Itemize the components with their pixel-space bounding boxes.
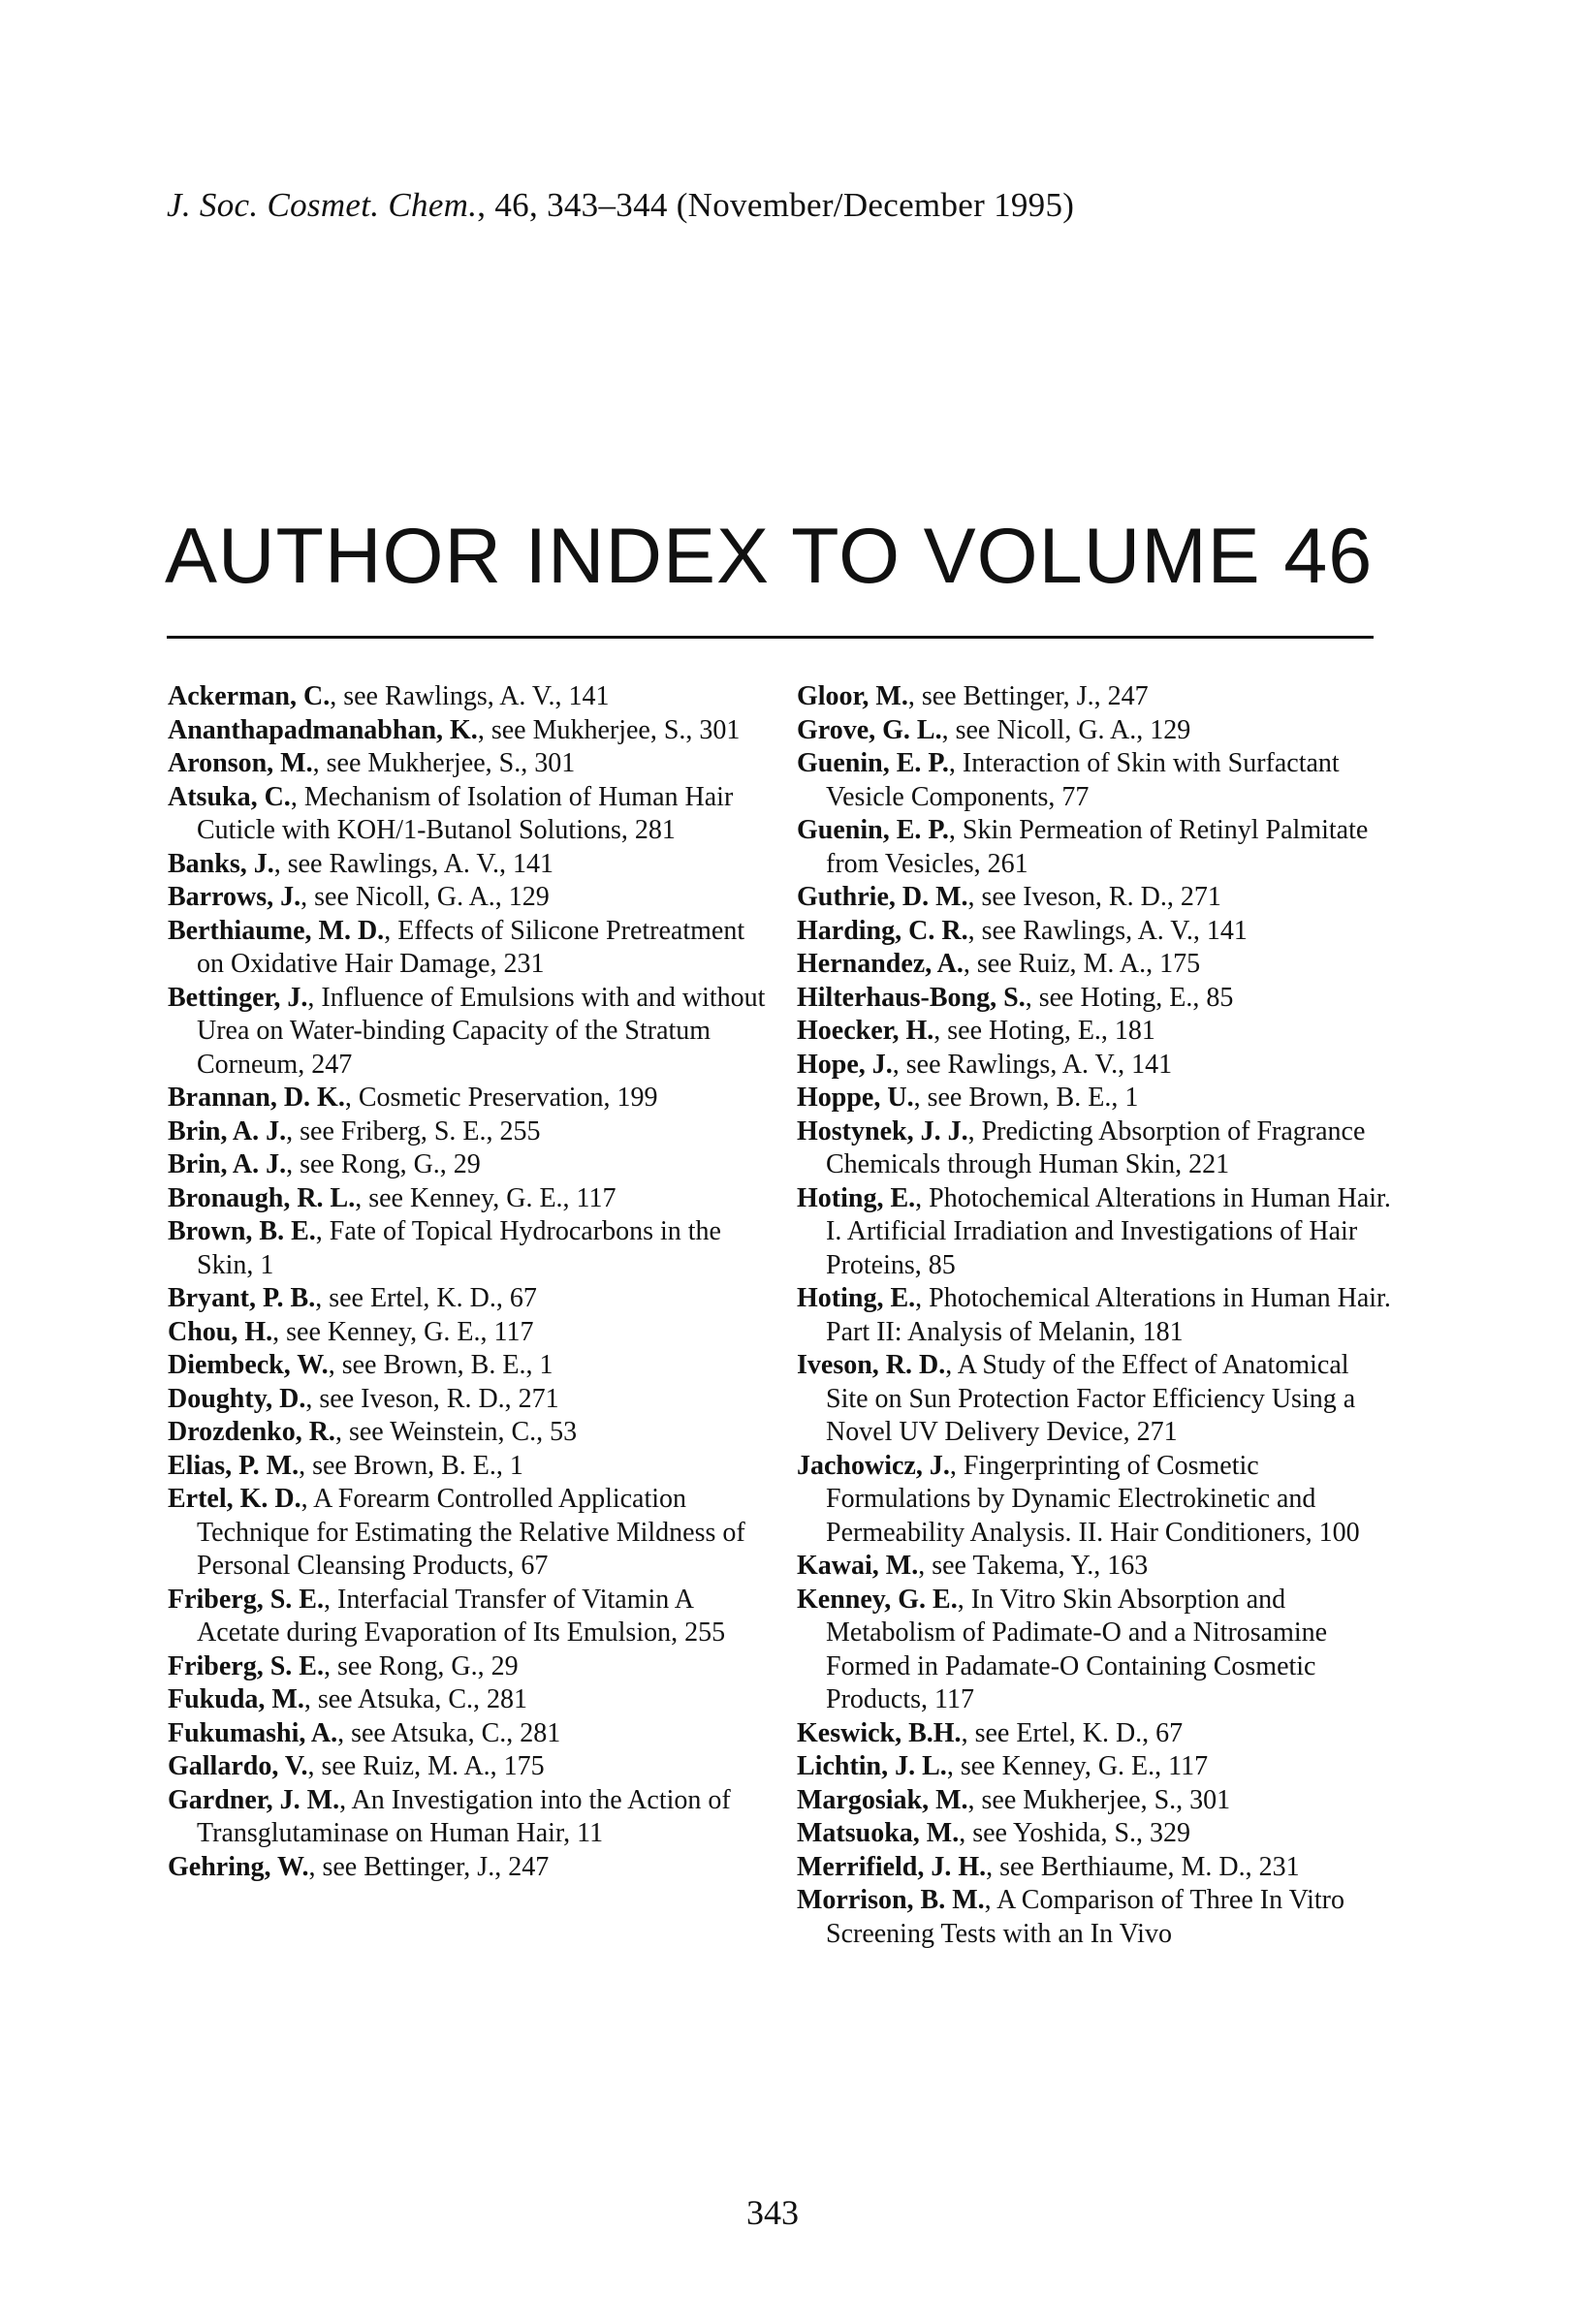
entry-text: , see Nicoll, G. A., 129 <box>300 882 550 912</box>
author-name: Friberg, S. E. <box>168 1584 324 1615</box>
author-name: Hoting, E. <box>797 1182 916 1213</box>
entry-text: , A Study of the Effect of Anatomical Site on Sun Protection Factor Efficiency Using a Novel UV Delivery Device, 271 <box>826 1350 1356 1447</box>
index-entry <box>797 982 1398 1016</box>
entry-text: , see Ertel, K. D., 67 <box>315 1283 537 1313</box>
index-entry <box>797 747 1398 814</box>
entry-text: , Interaction of Skin with Surfactant Vesicle Components, 77 <box>826 748 1340 812</box>
entry-text: , Interfacial Transfer of Vitamin A Acetate during Evaporation of Its Emulsion, 255 <box>197 1584 726 1648</box>
entry-text: , see Yoshida, S., 329 <box>959 1818 1191 1848</box>
entry-text: , Influence of Emulsions with and without Urea on Water-binding Capacity of the Stratum Corneum, 247 <box>197 982 766 1080</box>
entry-text: , see Kenney, G. E., 117 <box>272 1316 534 1347</box>
author-name: Kenney, G. E. <box>797 1584 958 1615</box>
index-entry <box>797 1750 1398 1784</box>
author-name: Diembeck, W. <box>168 1350 329 1380</box>
author-name: Friberg, S. E. <box>168 1650 324 1681</box>
author-name: Ananthapadmanabhan, K. <box>168 714 478 745</box>
author-name: Iveson, R. D. <box>797 1350 946 1380</box>
title-divider <box>167 636 1374 639</box>
index-entry <box>168 915 769 982</box>
entry-text: , Effects of Silicone Pretreatment on Oxidative Hair Damage, 231 <box>197 915 745 979</box>
index-entry <box>797 1550 1398 1584</box>
page-number: 343 <box>746 2193 799 2232</box>
author-name: Matsuoka, M. <box>797 1818 960 1848</box>
author-name: Hostynek, J. J. <box>797 1115 968 1146</box>
index-entry <box>168 1082 769 1115</box>
index-entry <box>797 814 1398 881</box>
entry-text: , see Kenney, G. E., 117 <box>355 1182 617 1213</box>
index-entry <box>168 1584 769 1650</box>
index-entry <box>168 1851 769 1885</box>
index-entry <box>168 1784 769 1851</box>
entry-text: , see Rawlings, A. V., 141 <box>273 848 554 879</box>
index-entry <box>168 1483 769 1584</box>
entry-text: , see Ruiz, M. A., 175 <box>963 949 1201 979</box>
index-entry <box>797 1717 1398 1751</box>
author-name: Brin, A. J. <box>168 1149 287 1179</box>
entry-text: , see Weinstein, C., 53 <box>334 1417 578 1447</box>
author-name: Bryant, P. B. <box>168 1283 316 1313</box>
entry-text: , see Rawlings, A. V., 141 <box>892 1049 1173 1080</box>
entry-text: , see Friberg, S. E., 255 <box>286 1115 541 1146</box>
author-name: Guthrie, D. M. <box>797 882 968 912</box>
index-entry <box>797 1851 1398 1885</box>
author-name: Fukumashi, A. <box>168 1717 338 1748</box>
author-name: Gehring, W. <box>168 1851 309 1882</box>
index-entry <box>168 714 769 748</box>
index-entry <box>168 1450 769 1484</box>
index-entry <box>797 1049 1398 1083</box>
entry-text: , see Brown, B. E., 1 <box>299 1450 523 1481</box>
author-name: Harding, C. R. <box>797 915 968 946</box>
author-name: Hernandez, A. <box>797 949 964 979</box>
entry-text: , see Ruiz, M. A., 175 <box>307 1751 545 1781</box>
entry-text: , see Atsuka, C., 281 <box>303 1684 528 1714</box>
author-name: Guenin, E. P. <box>797 815 949 845</box>
author-name: Aronson, M. <box>168 748 313 778</box>
index-entry <box>797 915 1398 949</box>
index-entry <box>168 680 769 714</box>
author-name: Doughty, D. <box>168 1383 306 1414</box>
index-entry <box>797 680 1398 714</box>
author-name: Grove, G. L. <box>797 714 942 745</box>
author-name: Kawai, M. <box>797 1551 919 1581</box>
index-entry <box>168 1349 769 1383</box>
author-name: Gloor, M. <box>797 681 908 711</box>
author-name: Hope, J. <box>797 1049 893 1080</box>
index-entry <box>797 1884 1398 1951</box>
entry-text: , see Mukherjee, S., 301 <box>312 748 576 778</box>
author-name: Ackerman, C. <box>168 681 331 711</box>
entry-text: , see Nicoll, G. A., 129 <box>941 714 1191 745</box>
entry-text: , see Rawlings, A. V., 141 <box>330 681 610 711</box>
page-title: AUTHOR INDEX TO VOLUME 46 <box>165 513 1374 600</box>
entry-text: , see Iveson, R. D., 271 <box>305 1383 559 1414</box>
author-name: Elias, P. M. <box>168 1450 300 1481</box>
index-entry <box>168 982 769 1083</box>
entry-text: , see Rong, G., 29 <box>324 1650 519 1681</box>
entry-text: , see Rawlings, A. V., 141 <box>967 915 1248 946</box>
author-name: Banks, J. <box>168 848 274 879</box>
author-name: Bronaugh, R. L. <box>168 1182 356 1213</box>
index-entry <box>168 1316 769 1350</box>
index-entry <box>168 1650 769 1684</box>
author-name: Margosiak, M. <box>797 1784 968 1815</box>
entry-text: , Predicting Absorption of Fragrance Chemicals through Human Skin, 221 <box>826 1115 1366 1179</box>
entry-text: , see Mukherjee, S., 301 <box>477 714 741 745</box>
author-name: Barrows, J. <box>168 882 301 912</box>
index-entry <box>168 1750 769 1784</box>
index-entry <box>168 848 769 882</box>
entry-text: , see Hoting, E., 181 <box>933 1016 1155 1046</box>
entry-text: , Skin Permeation of Retinyl Palmitate from Vesicles, 261 <box>826 815 1369 879</box>
entry-text: , see Ertel, K. D., 67 <box>961 1717 1184 1748</box>
index-entry <box>168 1148 769 1182</box>
index-entry <box>797 1015 1398 1049</box>
index-entry <box>168 1717 769 1751</box>
index-entry <box>797 1182 1398 1283</box>
author-name: Atsuka, C. <box>168 781 291 812</box>
entry-text: , see Mukherjee, S., 301 <box>967 1784 1231 1815</box>
entry-text: , see Kenney, G. E., 117 <box>946 1751 1209 1781</box>
author-name: Keswick, B.H. <box>797 1717 962 1748</box>
author-name: Fukuda, M. <box>168 1684 304 1714</box>
index-entry <box>797 1584 1398 1717</box>
index-entry <box>797 714 1398 748</box>
author-name: Hoppe, U. <box>797 1083 914 1113</box>
entry-text: , see Berthiaume, M. D., 231 <box>986 1851 1300 1882</box>
journal-citation-header <box>167 186 1074 225</box>
index-entry <box>168 1383 769 1417</box>
author-name: Hilterhaus-Bong, S. <box>797 982 1026 1013</box>
index-entry <box>797 1450 1398 1551</box>
author-name: Merrifield, J. H. <box>797 1851 987 1882</box>
author-name: Guenin, E. P. <box>797 748 949 778</box>
index-entry <box>168 1215 769 1282</box>
index-entry <box>168 1182 769 1216</box>
entry-text: , see Brown, B. E., 1 <box>328 1350 553 1380</box>
entry-text: , Photochemical Alterations in Human Hair. I. Artificial Irradiation and Investigations of Hair Proteins, 85 <box>826 1182 1391 1280</box>
entry-text: , see Bettinger, J., 247 <box>308 1851 550 1882</box>
entry-text: , see Iveson, R. D., 271 <box>967 882 1221 912</box>
author-name: Brannan, D. K. <box>168 1083 345 1113</box>
index-column-right <box>797 680 1398 1951</box>
journal-name: J. Soc. Cosmet. Chem. <box>167 186 478 224</box>
entry-text: , In Vitro Skin Absorption and Metabolism of Padimate-O and a Nitrosamine Formed in Padamate-O Containing Cosmetic Products, 117 <box>826 1584 1328 1714</box>
index-column-left <box>168 680 769 1884</box>
index-entry <box>797 1817 1398 1851</box>
entry-text: , see Bettinger, J., 247 <box>907 681 1149 711</box>
index-entry <box>797 1115 1398 1182</box>
author-name: Lichtin, J. L. <box>797 1751 947 1781</box>
entry-text: , Fingerprinting of Cosmetic Formulations by Dynamic Electrokinetic and Permeability Analysis. II. Hair Conditioners, 100 <box>826 1450 1360 1548</box>
author-name: Berthiaume, M. D. <box>168 915 385 946</box>
index-entry <box>797 1349 1398 1450</box>
index-entry <box>168 1683 769 1717</box>
author-name: Hoecker, H. <box>797 1016 934 1046</box>
author-name: Bettinger, J. <box>168 982 308 1013</box>
journal-issue-info: , 46, 343–344 (November/December 1995) <box>477 186 1075 224</box>
entry-text: , see Atsuka, C., 281 <box>337 1717 561 1748</box>
entry-text: , Cosmetic Preservation, 199 <box>344 1083 658 1113</box>
entry-text: , A Forearm Controlled Application Technique for Estimating the Relative Mildness of Personal Cleansing Products, 67 <box>197 1484 745 1581</box>
author-name: Gallardo, V. <box>168 1751 308 1781</box>
author-name: Gardner, J. M. <box>168 1784 340 1815</box>
entry-text: , see Hoting, E., 85 <box>1025 982 1234 1013</box>
entry-text: , Photochemical Alterations in Human Hair. Part II: Analysis of Melanin, 181 <box>826 1283 1391 1347</box>
index-entry <box>797 948 1398 982</box>
author-name: Hoting, E. <box>797 1283 916 1313</box>
index-entry <box>168 1115 769 1149</box>
index-entry <box>168 781 769 848</box>
entry-text: , An Investigation into the Action of Transglutaminase on Human Hair, 11 <box>197 1784 731 1848</box>
index-entry <box>168 1282 769 1316</box>
author-name: Brown, B. E. <box>168 1216 316 1246</box>
entry-text: , Fate of Topical Hydrocarbons in the Skin, 1 <box>197 1216 721 1280</box>
index-entry <box>797 1784 1398 1818</box>
index-entry <box>797 881 1398 915</box>
author-name: Morrison, B. M. <box>797 1885 985 1915</box>
author-name: Jachowicz, J. <box>797 1450 950 1481</box>
entry-text: , Mechanism of Isolation of Human Hair Cuticle with KOH/1-Butanol Solutions, 281 <box>197 781 734 845</box>
entry-text: , A Comparison of Three In Vitro Screening Tests with an In Vivo <box>826 1885 1344 1949</box>
author-name: Brin, A. J. <box>168 1115 287 1146</box>
entry-text: , see Brown, B. E., 1 <box>913 1083 1139 1113</box>
index-entry <box>168 881 769 915</box>
index-entry <box>797 1282 1398 1349</box>
index-entry <box>168 1416 769 1450</box>
author-name: Chou, H. <box>168 1316 273 1347</box>
entry-text: , see Takema, Y., 163 <box>918 1551 1149 1581</box>
entry-text: , see Rong, G., 29 <box>286 1149 481 1179</box>
author-name: Drozdenko, R. <box>168 1417 335 1447</box>
index-entry <box>168 747 769 781</box>
index-entry <box>797 1082 1398 1115</box>
author-name: Ertel, K. D. <box>168 1484 301 1514</box>
